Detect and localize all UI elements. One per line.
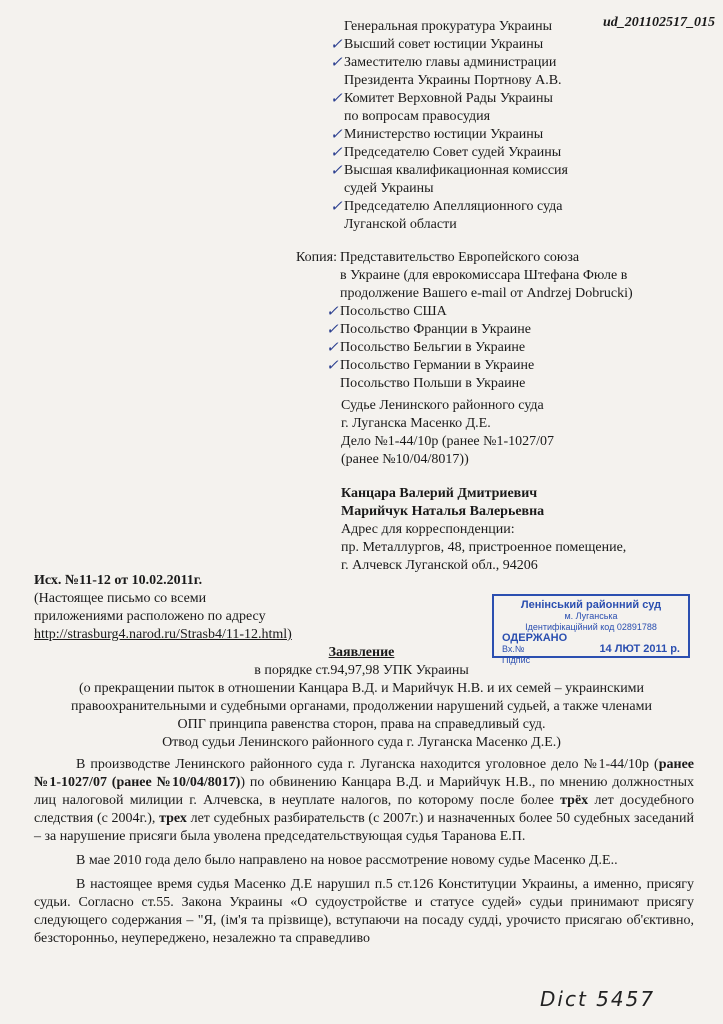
judge-line: Дело №1-44/10р (ранее №1-1027/07	[341, 434, 555, 449]
copy-line: ✓ Посольство Франции в Украине	[326, 322, 531, 338]
judge-block	[341, 397, 554, 469]
copy-line: в Украине (для еврокомиссара Штефана Фюле в	[340, 268, 628, 283]
recipient-line: ✓ Министерство юстиции Украины	[330, 127, 544, 143]
checkmark-icon: ✓	[330, 37, 343, 53]
author-name: Марийчук Наталья Валерьевна	[341, 504, 545, 519]
statement-heading: Заявление	[328, 645, 395, 660]
stamp-in-no: Вх.№	[502, 644, 525, 654]
checkmark-icon: ✓	[330, 91, 343, 107]
address-label: Адрес для корреспонденции:	[341, 522, 515, 537]
copies-list	[326, 249, 700, 393]
copy-line: Представительство Европейского союза	[340, 250, 580, 265]
document-id: ud_201102517_015	[602, 15, 715, 30]
recipient-line: ✓ Председателю Совет судей Украины	[330, 145, 562, 161]
stamp-received: ОДЕРЖАНО	[502, 632, 568, 644]
copy-line: ✓ Посольство Бельгии в Украине	[326, 340, 526, 356]
judge-line: Судье Ленинского районного суда	[341, 398, 544, 413]
checkmark-icon: ✓	[330, 55, 343, 71]
recipient-line: ✓ Председателю Апелляционного суда	[330, 199, 563, 215]
recipient-line: ✓ Комитет Верховной Рады Украины	[330, 91, 553, 107]
recipients-list	[330, 18, 568, 234]
recipient-line: судей Украины	[344, 181, 434, 196]
copy-label: Копия:	[296, 250, 337, 265]
handwritten-note: Dict 5457	[540, 987, 656, 1011]
statement-subline: Отвод судьи Ленинского районного суда г. Луганска Масенко Д.Е.)	[162, 735, 561, 750]
address-line: пр. Металлургов, 48, пристроенное помещение,	[341, 540, 627, 555]
recipient-line: по вопросам правосудия	[344, 109, 491, 124]
statement-subline: (о прекращении пыток в отношении Канцара В.Д. и Марийчук Н.В. и их семей – украинскими	[78, 681, 645, 696]
stamp-signature: Підпис	[502, 655, 531, 665]
recipient-line: ✓ Высший совет юстиции Украины	[330, 37, 544, 53]
checkmark-icon: ✓	[330, 145, 343, 161]
outgoing-block	[34, 572, 292, 644]
outgoing-note: (Настоящее письмо со всеми	[34, 591, 207, 606]
outgoing-note: приложениями расположено по адресу	[34, 609, 266, 624]
checkmark-icon: ✓	[330, 163, 343, 179]
outgoing-link[interactable]: http://strasburg4.narod.ru/Strasb4/11-12.html)	[34, 627, 292, 642]
recipient-line: Луганской области	[344, 217, 457, 232]
stamp-city: м. Луганська	[564, 611, 618, 621]
recipient-line: ✓ Заместителю главы администрации	[330, 55, 557, 71]
copy-line: ✓ Посольство Германии в Украине	[326, 358, 535, 374]
statement-title	[0, 644, 723, 752]
checkmark-icon: ✓	[326, 358, 339, 374]
copy-line: ✓ Посольство США	[326, 304, 447, 320]
checkmark-icon: ✓	[330, 127, 343, 143]
judge-line: (ранее №10/04/8017))	[341, 452, 469, 467]
checkmark-icon: ✓	[326, 340, 339, 356]
statement-subline: ОПГ принципа равенства сторон, права на справедливый суд.	[177, 717, 546, 732]
paragraph: В настоящее время судья Масенко Д.Е нарушил п.5 ст.126 Конституции Украины, а именно, присягу судьи. Согласно ст.55. Закона Украины «О судоустройстве и статусе судей» судьи принимают присягу следующего содержания – "Я, (ім'я та прізвище), вступаючи на посаду судді, урочисто присягаю об'єктивно, безсторонньо, неупереджено, незалежно та справедливо	[34, 877, 694, 946]
statement-subline: в порядке ст.94,97,98 УПК Украины	[254, 663, 469, 678]
copy-line: Посольство Польши в Украине	[340, 376, 526, 391]
recipient-line: Генеральная прокуратура Украины	[344, 19, 552, 34]
checkmark-icon: ✓	[326, 322, 339, 338]
address-line: г. Алчевск Луганской обл., 94206	[341, 558, 538, 573]
paragraph: В мае 2010 года дело было направлено на новое рассмотрение новому судье Масенко Д.Е..	[76, 853, 618, 868]
checkmark-icon: ✓	[326, 304, 339, 320]
stamp-court: Ленінський районний суд	[520, 599, 662, 611]
judge-line: г. Луганска Масенко Д.Е.	[341, 416, 491, 431]
recipient-line: Президента Украины Портнову А.В.	[344, 73, 562, 88]
checkmark-icon: ✓	[330, 199, 343, 215]
copy-line: продолжение Вашего e-mail от Andrzej Dobrucki)	[340, 286, 633, 301]
stamp-date: 14 ЛЮТ 2011 р.	[599, 643, 680, 655]
statement-body	[34, 756, 694, 954]
statement-subline: правоохранительными и судебными органами, продолжении нарушений судьей, а также членами	[71, 699, 652, 714]
authors-block	[341, 485, 626, 575]
recipient-line: ✓ Высшая квалификационная комиссия	[330, 163, 568, 179]
stamp-code: Ідентифікаційний код 02891788	[525, 622, 657, 632]
paragraph: В производстве Ленинского районного суда г. Луганска находится уголовное дело №1-44/10р (ранее №1-1027/07 (ранее №10/04/8017)) по обвинению Канцара В.Д. и Марийчук Н.В., по мнению должностных лиц налоговой милиции г. Алчевска, в неуплате налогов, по которому после более трёх лет досудебного следствия (с 2004г.), трех лет судебных разбирательств (с 2007г.) и назначенных более 50 судебных заседаний – за нарушение присяги была уволена председательствующая судья Таранова Е.П.	[34, 757, 695, 844]
outgoing-number: Исх. №11-12 от 10.02.2011г.	[34, 573, 203, 588]
author-name: Канцара Валерий Дмитриевич	[341, 486, 538, 501]
